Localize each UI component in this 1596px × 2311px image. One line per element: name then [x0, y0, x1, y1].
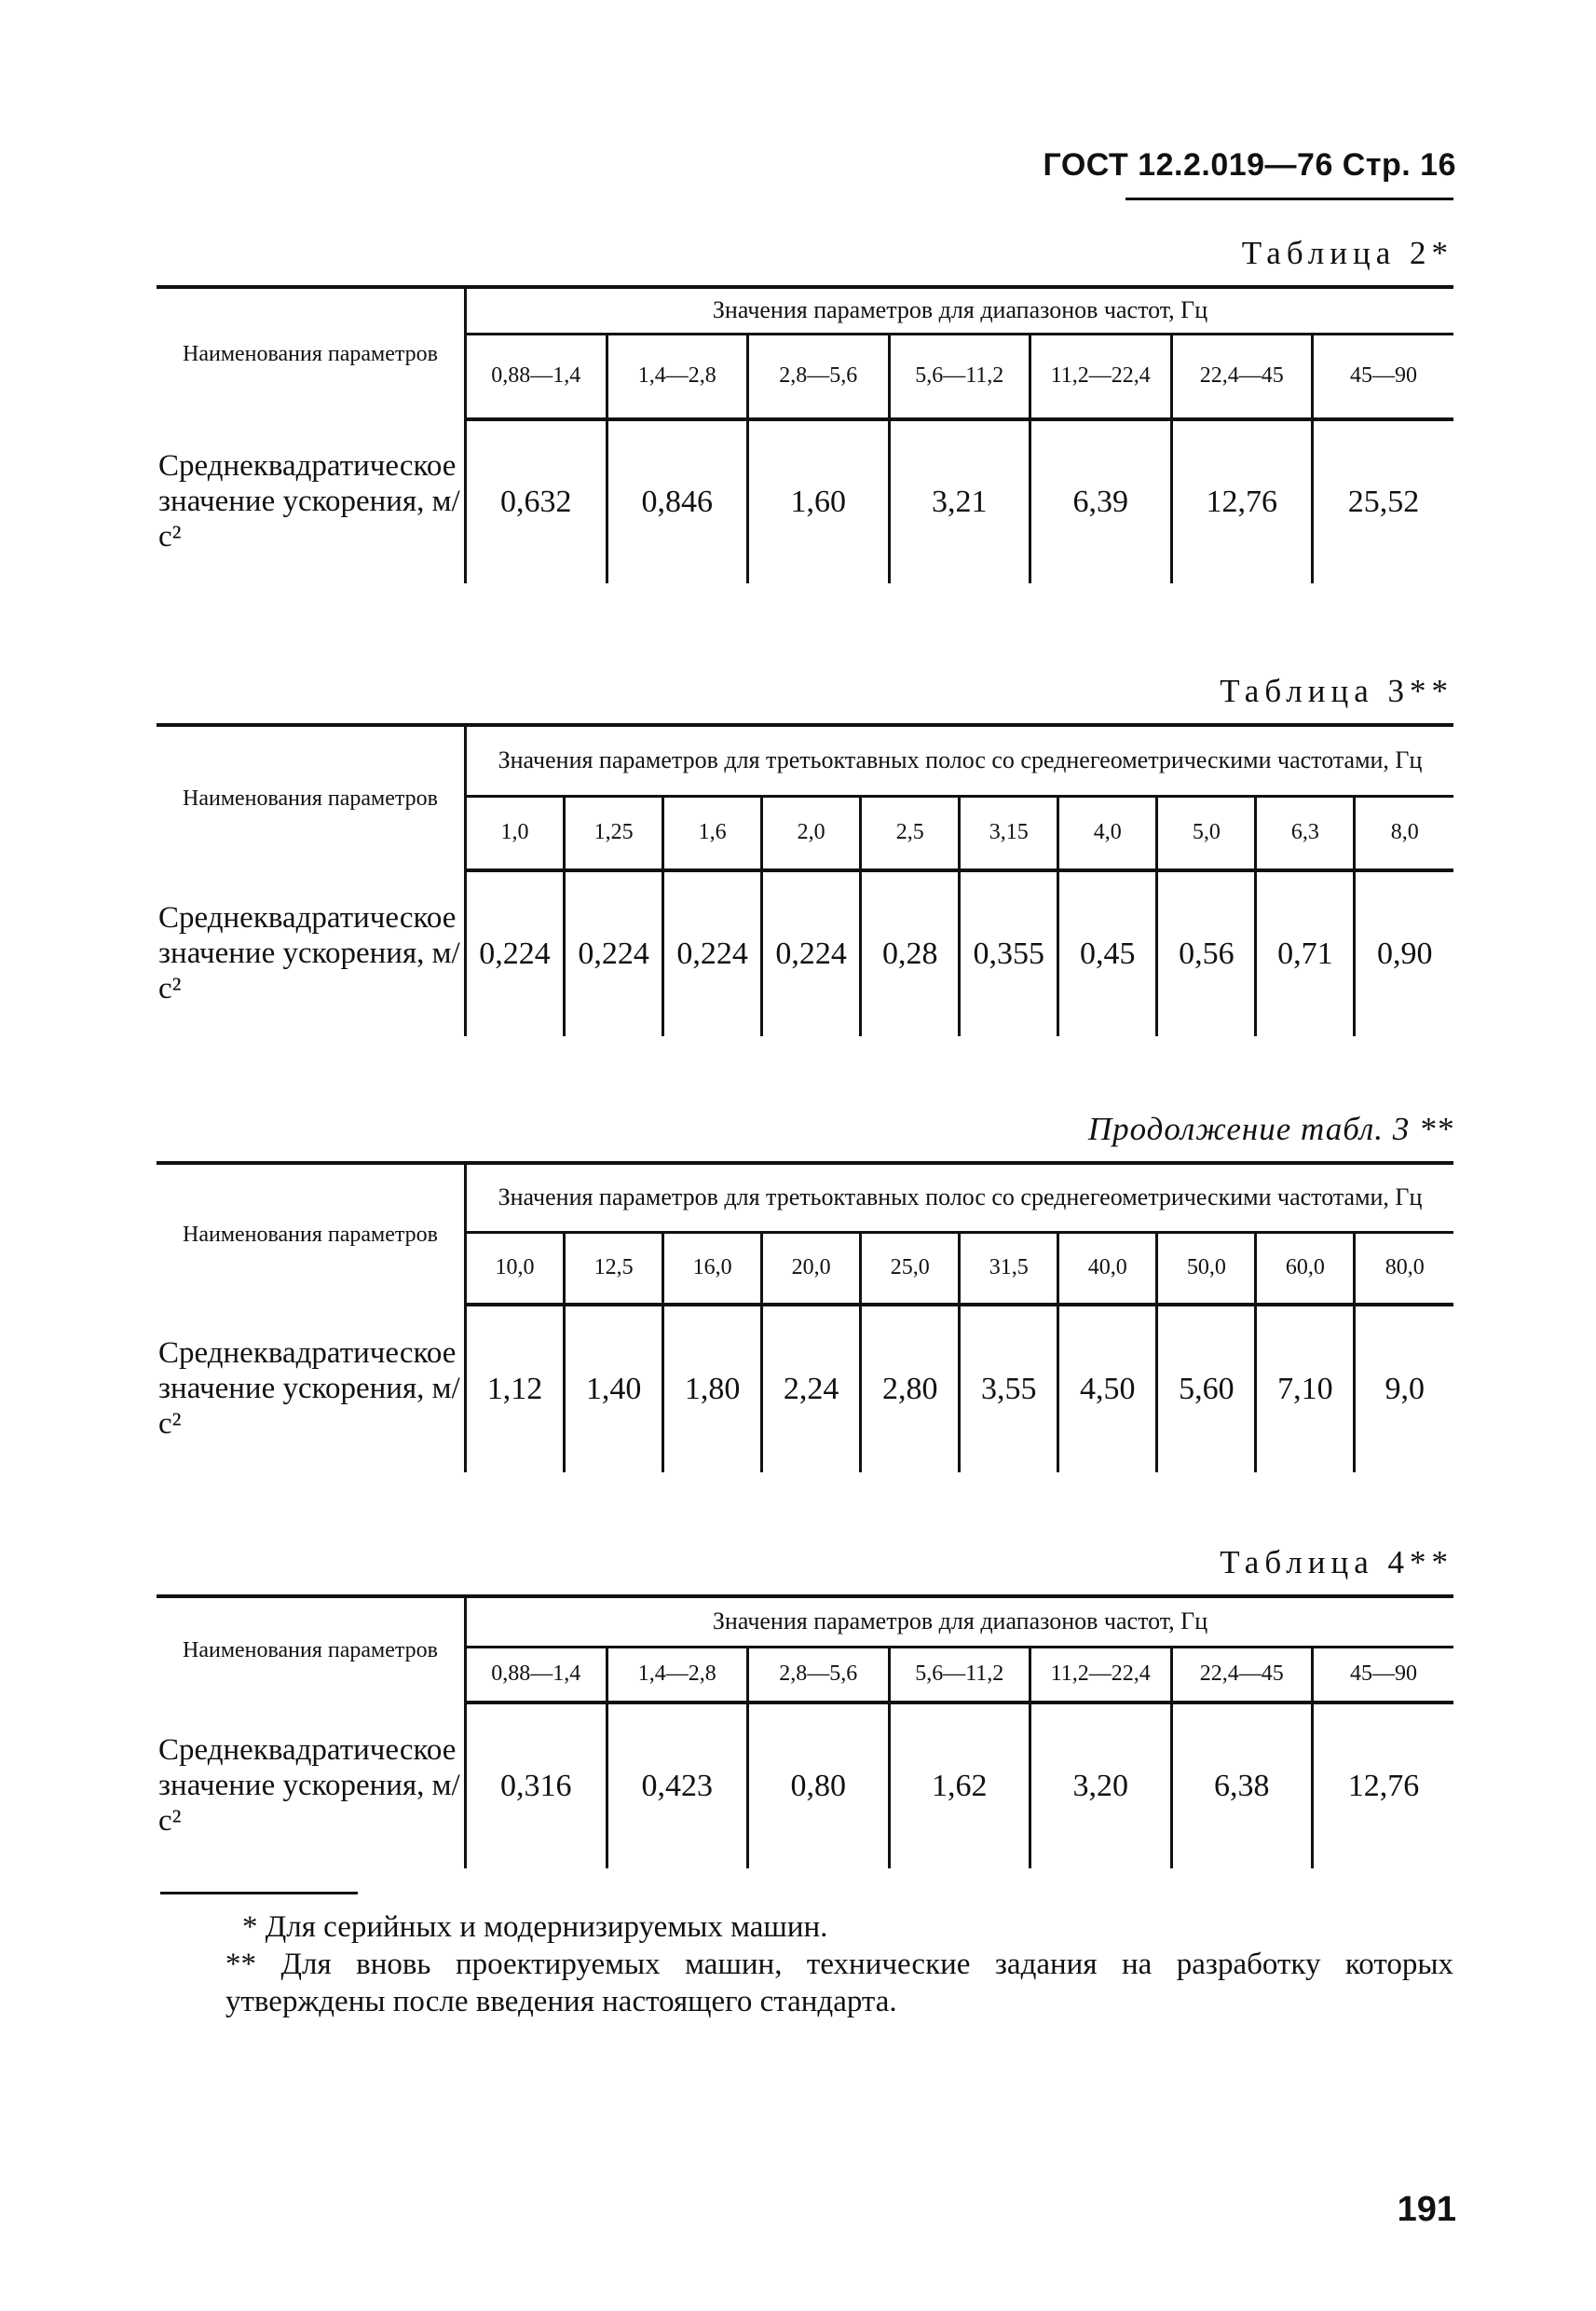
- value-cell: 25,52: [1347, 485, 1420, 519]
- frequency-header: 11,2—22,4: [1030, 334, 1172, 419]
- value-cell: 6,38: [1171, 1702, 1313, 1868]
- value-cell: 4,50: [1058, 1305, 1157, 1472]
- value-cell: 1,12: [466, 1305, 565, 1472]
- data-table: [157, 1594, 1453, 1868]
- footnote: ** Для вновь проектируемых машин, технические задания на разработку которых утверждены после введения настоящего стандарта.: [225, 1948, 1453, 2018]
- frequency-header: 3,15: [960, 796, 1058, 870]
- value-cell: 2,24: [762, 1305, 861, 1472]
- value-cell: 0,224: [466, 870, 565, 1036]
- value-cell: 2,80: [861, 1305, 960, 1472]
- value-cell: 1,62: [889, 1702, 1030, 1868]
- frequency-header: 2,0: [762, 796, 861, 870]
- value-cell: 12,76: [1171, 419, 1313, 583]
- frequency-header: 6,3: [1256, 796, 1355, 870]
- value-cell: 1,80: [663, 1305, 762, 1472]
- page-number: 191: [1397, 2190, 1456, 2229]
- frequency-header: 22,4—45: [1171, 1647, 1313, 1702]
- frequency-header: 5,6—11,2: [889, 334, 1030, 419]
- value-cell: 0,90: [1376, 937, 1433, 971]
- row-label: Среднеквадратическое значение ускорения, м/с²: [157, 1305, 466, 1472]
- group-header: Значения параметров для третьоктавных полос со среднегеометрическими частотами, Гц: [466, 725, 1454, 796]
- table-3: [157, 671, 1453, 1036]
- frequency-header: 50,0: [1157, 1232, 1256, 1305]
- value-cell: 12,76: [1347, 1769, 1420, 1803]
- frequency-header: 5,0: [1157, 796, 1256, 870]
- value-cell: 0,316: [466, 1702, 607, 1868]
- value-cell: 0,224: [762, 870, 861, 1036]
- footnotes: [157, 1908, 1453, 2020]
- frequency-header: 16,0: [663, 1232, 762, 1305]
- frequency-header: 8,0: [1355, 796, 1453, 870]
- value-cell: 1,40: [565, 1305, 663, 1472]
- table-caption: Таблица 2*: [1241, 235, 1453, 271]
- value-cell: 0,224: [565, 870, 663, 1036]
- frequency-header: 1,0: [466, 796, 565, 870]
- value-cell: 0,45: [1058, 870, 1157, 1036]
- value-cell: 0,28: [861, 870, 960, 1036]
- frequency-header: 12,5: [565, 1232, 663, 1305]
- value-cell: 0,80: [748, 1702, 890, 1868]
- frequency-header: 11,2—22,4: [1030, 1647, 1172, 1702]
- value-cell: 3,20: [1030, 1702, 1172, 1868]
- document-header: ГОСТ 12.2.019—76 Стр. 16: [1043, 147, 1456, 183]
- frequency-header: 45—90: [1313, 334, 1454, 419]
- table-caption: Таблица 4**: [1220, 1544, 1453, 1580]
- frequency-header: 2,5: [861, 796, 960, 870]
- value-cell: 5,60: [1157, 1305, 1256, 1472]
- value-cell: 0,56: [1157, 870, 1256, 1036]
- frequency-header: 0,88—1,4: [466, 1647, 607, 1702]
- name-column-header: Наименования параметров: [157, 1163, 466, 1305]
- frequency-header: 4,0: [1058, 796, 1157, 870]
- name-column-header: Наименования параметров: [157, 1596, 466, 1702]
- group-header: Значения параметров для диапазонов частот, Гц: [466, 287, 1454, 334]
- table-3-continuation: [157, 1109, 1453, 1472]
- frequency-header: 20,0: [762, 1232, 861, 1305]
- table-caption: Таблица 3**: [1220, 673, 1453, 709]
- frequency-header: 0,88—1,4: [466, 334, 607, 419]
- frequency-header: 2,8—5,6: [748, 1647, 890, 1702]
- table-row: [157, 1305, 1453, 1472]
- frequency-header: 1,4—2,8: [607, 334, 748, 419]
- header-rule: [1125, 198, 1453, 200]
- value-cell: 0,355: [960, 870, 1058, 1036]
- value-cell: 0,423: [607, 1702, 748, 1868]
- frequency-header: 45—90: [1313, 1647, 1454, 1702]
- group-header: Значения параметров для диапазонов частот, Гц: [466, 1596, 1454, 1647]
- table-2: [157, 233, 1453, 583]
- data-table: [157, 285, 1453, 583]
- data-table: [157, 723, 1453, 1036]
- name-column-header: Наименования параметров: [157, 725, 466, 870]
- frequency-header: 1,25: [565, 796, 663, 870]
- value-cell: 0,846: [607, 419, 748, 583]
- value-cell: 1,60: [748, 419, 890, 583]
- value-cell: 3,21: [889, 419, 1030, 583]
- frequency-header: 5,6—11,2: [889, 1647, 1030, 1702]
- frequency-header: 40,0: [1058, 1232, 1157, 1305]
- frequency-header: 60,0: [1256, 1232, 1355, 1305]
- frequency-header: 2,8—5,6: [748, 334, 890, 419]
- footnote-rule: [160, 1892, 358, 1894]
- table-row: [157, 1702, 1453, 1868]
- table-row: [157, 419, 1453, 583]
- value-cell: 3,55: [960, 1305, 1058, 1472]
- table-4: [157, 1542, 1453, 1868]
- data-table: [157, 1161, 1453, 1472]
- row-label: Среднеквадратическое значение ускорения, м/с²: [157, 870, 466, 1036]
- name-column-header: Наименования параметров: [157, 287, 466, 419]
- frequency-header: 80,0: [1355, 1232, 1453, 1305]
- frequency-header: 10,0: [466, 1232, 565, 1305]
- frequency-header: 25,0: [861, 1232, 960, 1305]
- frequency-header: 31,5: [960, 1232, 1058, 1305]
- row-label: Среднеквадратическое значение ускорения, м/с²: [157, 1702, 466, 1868]
- frequency-header: 1,4—2,8: [607, 1647, 748, 1702]
- frequency-header: 22,4—45: [1171, 334, 1313, 419]
- row-label: Среднеквадратическое значение ускорения, м/с²: [157, 419, 466, 583]
- table-caption: Продолжение табл. 3 **: [1087, 1111, 1453, 1147]
- value-cell: 7,10: [1256, 1305, 1355, 1472]
- footnote: * Для серийных и модернизируемых машин.: [242, 1910, 828, 1944]
- frequency-header: 1,6: [663, 796, 762, 870]
- value-cell: 0,632: [466, 419, 607, 583]
- table-row: [157, 870, 1453, 1036]
- value-cell: 6,39: [1030, 419, 1172, 583]
- value-cell: 0,71: [1256, 870, 1355, 1036]
- group-header: Значения параметров для третьоктавных полос со среднегеометрическими частотами, Гц: [466, 1163, 1454, 1232]
- value-cell: 9,0: [1385, 1372, 1425, 1406]
- value-cell: 0,224: [663, 870, 762, 1036]
